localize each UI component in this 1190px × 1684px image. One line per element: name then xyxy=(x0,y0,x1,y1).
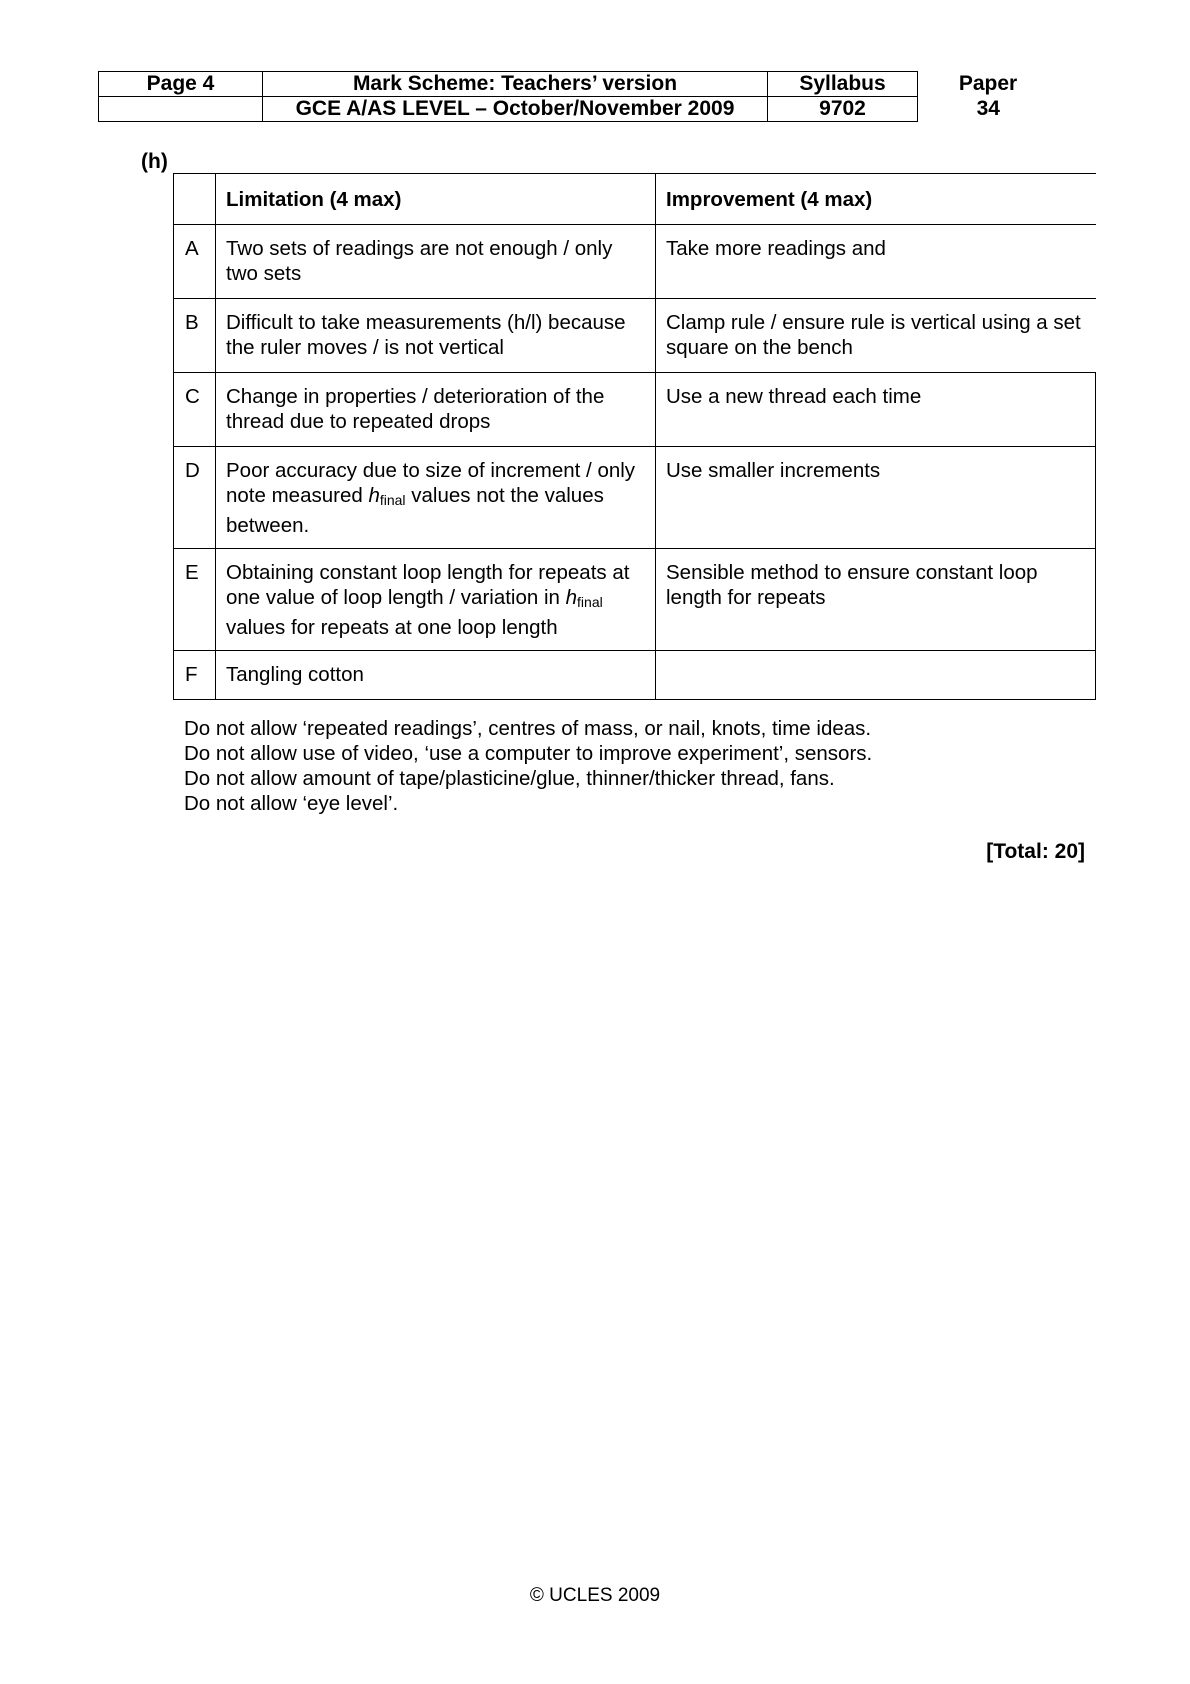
column-header-limitation: Limitation (4 max) xyxy=(216,174,656,225)
header-syllabus-label: Syllabus xyxy=(768,72,918,97)
header-paper-number: 34 xyxy=(976,97,1000,120)
row-limitation xyxy=(216,549,656,651)
row-limitation: Change in properties / deterioration of the thread due to repeated drops xyxy=(216,373,656,447)
subscript-final: final xyxy=(379,492,406,508)
note-line: Do not allow amount of tape/plasticine/glue, thinner/thicker thread, fans. xyxy=(184,767,835,790)
row-improvement xyxy=(656,651,1096,700)
row-letter: B xyxy=(174,299,216,373)
row-limitation: Two sets of readings are not enough / only two sets xyxy=(216,225,656,299)
table-header-row xyxy=(174,174,1096,225)
header-syllabus-code: 9702 xyxy=(768,97,918,122)
table-row xyxy=(174,651,1096,700)
notes xyxy=(184,716,872,816)
table-row xyxy=(174,299,1096,373)
column-header-improvement: Improvement (4 max) xyxy=(656,174,1096,225)
limitation-text-pre: Obtaining constant loop length for repeats at one value of loop length / variation in xyxy=(226,561,630,609)
row-letter: F xyxy=(174,651,216,700)
row-letter: C xyxy=(174,373,216,447)
section-label: (h) xyxy=(141,150,168,173)
row-letter: E xyxy=(174,549,216,651)
limitations-table xyxy=(173,173,1096,700)
row-improvement: Use smaller increments xyxy=(656,447,1096,549)
table-row xyxy=(174,373,1096,447)
row-limitation xyxy=(216,447,656,549)
header-exam: GCE A/AS LEVEL – October/November 2009 xyxy=(263,97,768,122)
row-limitation: Tangling cotton xyxy=(216,651,656,700)
note-line: Do not allow ‘repeated readings’, centres of mass, or nail, knots, time ideas. xyxy=(184,717,872,740)
total-marks: [Total: 20] xyxy=(986,840,1085,863)
row-letter: D xyxy=(174,447,216,549)
header-table xyxy=(98,71,1059,122)
note-line: Do not allow use of video, ‘use a computer to improve experiment’, sensors. xyxy=(184,742,873,765)
header-title: Mark Scheme: Teachers’ version xyxy=(263,72,768,97)
table-row xyxy=(174,549,1096,651)
subscript-final: final xyxy=(577,594,603,610)
row-improvement: Use a new thread each time xyxy=(656,373,1096,447)
header-empty-cell xyxy=(99,97,263,122)
table-row xyxy=(174,225,1096,299)
row-improvement: Take more readings and xyxy=(656,225,1096,299)
row-improvement: Clamp rule / ensure rule is vertical using a set square on the bench xyxy=(656,299,1096,373)
row-limitation: Difficult to take measurements (h/l) because the ruler moves / is not vertical xyxy=(216,299,656,373)
header-paper-label: Paper xyxy=(958,72,1018,95)
header-page: Page 4 xyxy=(99,72,263,97)
limitation-text-post: values for repeats at one loop length xyxy=(226,616,558,639)
variable-h: h xyxy=(565,586,578,609)
variable-h: h xyxy=(368,484,380,507)
limitation-text-post: values not the values between. xyxy=(226,484,604,537)
table-row xyxy=(174,447,1096,549)
row-letter: A xyxy=(174,225,216,299)
row-improvement: Sensible method to ensure constant loop length for repeats xyxy=(656,549,1096,651)
limitation-text-pre: Poor accuracy due to size of increment / only note measured xyxy=(226,459,636,507)
header-letter-cell xyxy=(174,174,216,225)
footer-copyright: © UCLES 2009 xyxy=(529,1585,661,1606)
note-line: Do not allow ‘eye level’. xyxy=(184,792,399,815)
